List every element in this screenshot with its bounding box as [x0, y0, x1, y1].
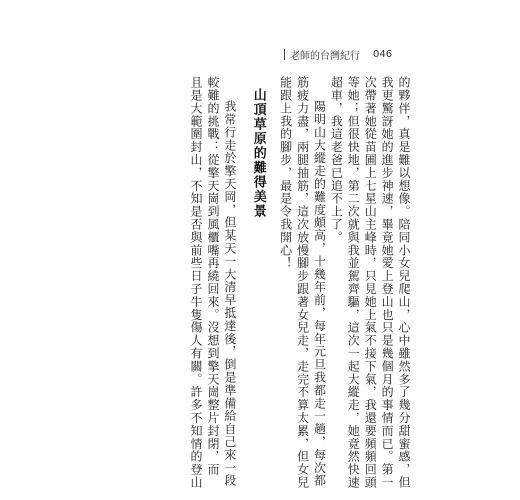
- section-spacer: [266, 76, 277, 406]
- text-line: 能跟上我的腳步，最是令我開心！: [278, 76, 293, 270]
- running-header: [284, 47, 392, 62]
- text-line: 等她；但很快地，第二次就與我並駕齊驅，這次一起大縱走，她竟然快速: [346, 76, 361, 489]
- section-spacer: [238, 76, 249, 406]
- text-line: 陽明山大縱走的難度頗高，十幾年前，每年元旦我都走一趟，每次都: [312, 100, 327, 487]
- header-divider: [284, 49, 285, 60]
- text-line: 我常行走於擎天岡，但某天一大清早抵達後，倒是準備給自己來一段: [222, 100, 237, 487]
- text-line: 筋疲力盡，兩腿抽筋，這次放慢腳步跟著女兒走，走完不算太累，但女兒: [295, 76, 310, 489]
- book-title: 老師的台灣紀行: [290, 51, 360, 62]
- text-line: 我更驚訝她的進步神速，畢竟她愛上登山也只是幾個月的事情而已。第一: [380, 76, 395, 489]
- body-text: [187, 76, 412, 489]
- text-line: 的夥伴，真是難以想像。陪同小女兒爬山，心中雖然多了幾分甜蜜感，但: [397, 76, 411, 489]
- section-heading: 山頂草原的難得美景: [250, 88, 266, 219]
- text-line: 較難的挑戰：從擎天崗到風櫃嘴再繞回來。沒想到擎天崗整片封閉，而: [205, 76, 220, 476]
- text-line: 次帶著她從苗圃上七星山主峰時，只見她上氣不接下氣，我還要頻頻回頭: [363, 76, 378, 489]
- text-line: 且是大範圍封山，不知是否與前些日子牛隻傷人有關。許多不知情的登山: [189, 76, 204, 489]
- text-line: 超車，我這老爸已追不上了。: [329, 76, 344, 244]
- page-number: 046: [373, 49, 393, 60]
